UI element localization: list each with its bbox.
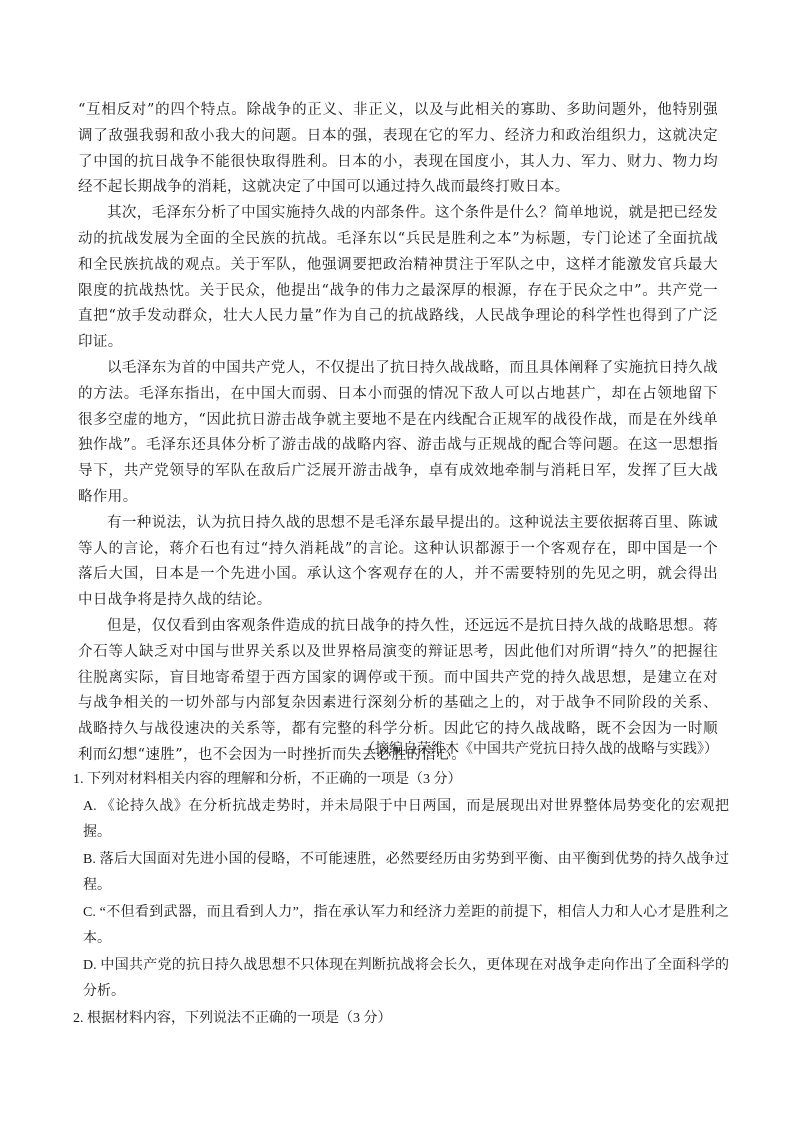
- question-1-option-c: C. “不但看到武器，而且看到人力”，指在承认军力和经济力差距的前提下，相信人力和人心才是胜利之本。: [83, 904, 729, 946]
- question-2-stem: 2. 根据材料内容，下列说法不正确的一项是（3 分）: [73, 1010, 392, 1026]
- reading-passage: [78, 98, 718, 769]
- question-1-option-b: B. 落后大国面对先进小国的侵略，不可能速胜，必然要经历由劣势到平衡、由平衡到优势的持久战争过程。: [83, 851, 729, 893]
- question-1: [73, 767, 729, 1006]
- passage-paragraph-2: 其次，毛泽东分析了中国实施持久战的内部条件。这个条件是什么？简单地说，就是把已经发动的抗战发展为全面的全民族的抗战。毛泽东以“兵民是胜利之本”为标题，专门论述了全面抗战和全民族抗战的观点。关于军队，他强调要把政治精神贯注于军队之中，这样才能激发官兵最大限度的抗战热忱。关于民众，他提出“战争的伟力之最深厚的根源，存在于民众之中”。共产党一直把“放手发动群众，壮大人民力量”作为自己的抗战路线，人民战争理论的科学性也得到了广泛印证。: [78, 205, 718, 351]
- passage-paragraph-1: “互相反对”的四个特点。除战争的正义、非正义，以及与此相关的寡助、多助问题外，他特别强调了敌强我弱和敌小我大的问题。日本的强，表现在它的军力、经济力和政治组织力，这就决定了中国的抗日战争不能很快取得胜利。日本的小，表现在国度小，其人力、军力、财力、物力均经不起长期战争的消耗，这就决定了中国可以通过持久战而最终打败日本。: [78, 102, 718, 196]
- question-section: [73, 767, 729, 1032]
- question-1-option-a: A. 《论持久战》在分析抗战走势时，并未局限于中日两国，而是展现出对世界整体局势变化的宏观把握。: [83, 798, 729, 840]
- question-1-option-d: D. 中国共产党的抗日持久战思想不只体现在判断抗战将会长久，更体现在对战争走向作出了全面科学的分析。: [83, 957, 729, 999]
- passage-paragraph-5: 但是，仅仅看到由客观条件造成的抗日战争的持久性，还远远不是抗日持久战的战略思想。蒋介石等人缺乏对中国与世界关系以及世界格局演变的辩证思考，因此他们对所谓“持久”的把握往往脱离实际，盲目地寄希望于西方国家的调停或干预。而中国共产党的持久战思想，是建立在对与战争相关的一切外部与内部复杂因素进行深刻分析的基础之上的，对于战争不同阶段的关系、战略持久与战役速决的关系等，都有完整的科学分析。因此它的持久战战略，既不会因为一时顺利而幻想“速胜”，也不会因为一时挫折而失去必胜的信心。: [78, 617, 718, 763]
- passage-paragraph-4: 有一种说法，认为抗日持久战的思想不是毛泽东最早提出的。这种说法主要依据蒋百里、陈诚等人的言论，蒋介石也有过“持久消耗战”的言论。这种认识都源于一个客观存在，即中国是一个落后大国，日本是一个先进小国。承认这个客观存在的人，并不需要特别的先见之明，就会得出中日战争将是持久战的结论。: [78, 514, 718, 609]
- question-1-stem: 1. 下列对材料相关内容的理解和分析，不正确的一项是（3 分）: [73, 772, 462, 787]
- passage-source-citation: （摘编自荣维木《中国共产党抗日持久战的战略与实践》）: [361, 742, 718, 757]
- question-2: [73, 1006, 729, 1033]
- passage-paragraph-3: 以毛泽东为首的中国共产党人，不仅提出了抗日持久战战略，而且具体阐释了实施抗日持久战的方法。毛泽东指出，在中国大而弱、日本小而强的情况下敌人可以占地甚广，却在占领地留下很多空虚的地方，“因此抗日游击战争就主要地不是在内线配合正规军的战役作战，而是在外线单独作战”。毛泽东还具体分析了游击战的战略内容、游击战与正规战的配合等问题。在这一思想指导下，共产党领导的军队在敌后广泛展开游击战争，卓有成效地牵制与消耗日军，发挥了巨大战略作用。: [78, 359, 718, 505]
